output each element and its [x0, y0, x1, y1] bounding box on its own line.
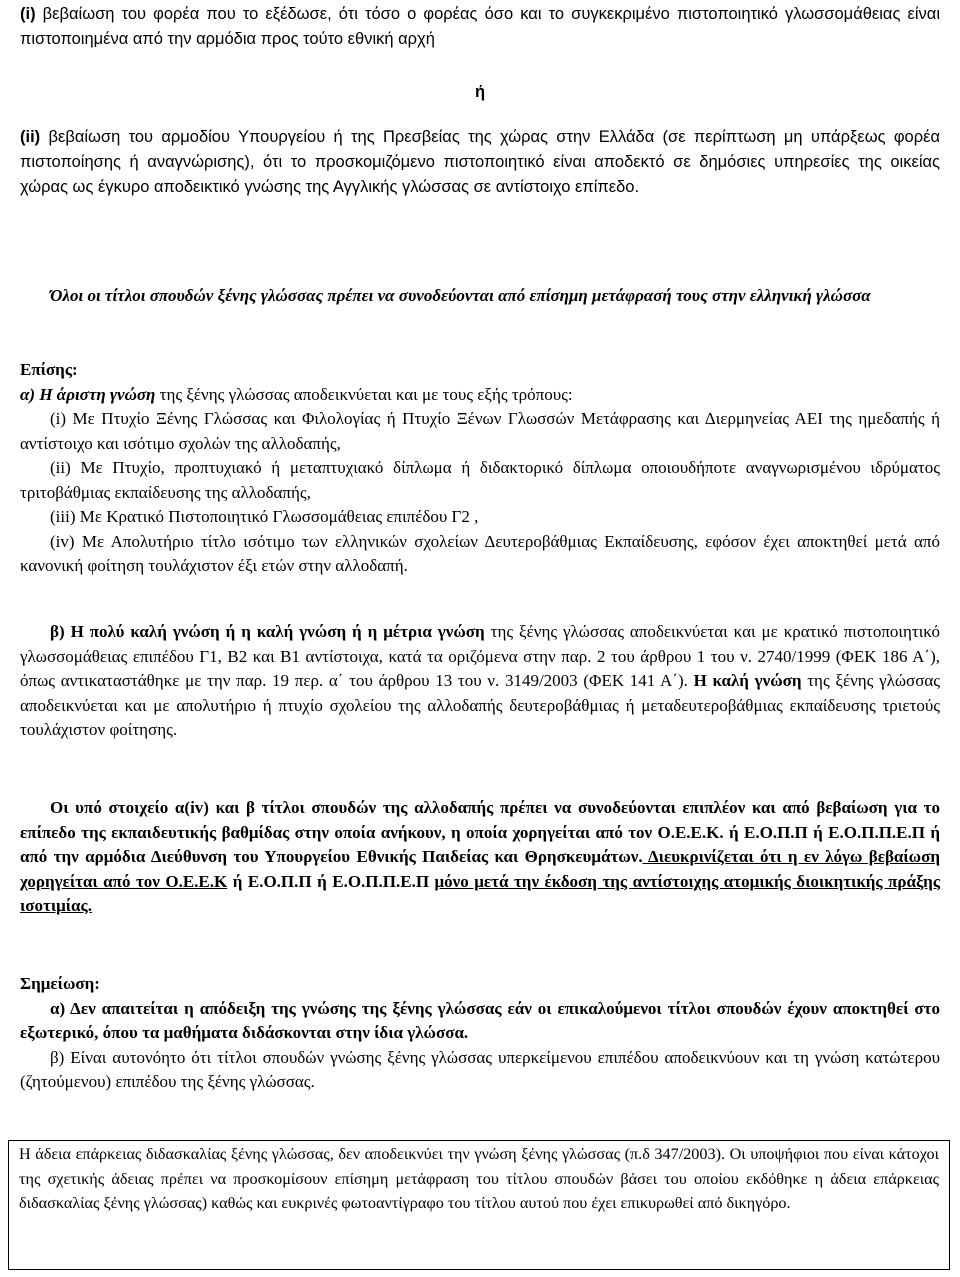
section-i-label: (i) [20, 5, 36, 23]
translation-note-text: Όλοι οι τίτλοι σπουδών ξένης γλώσσας πρέπει να συνοδεύονται από επίσημη μετάφρασή τους στην ελληνική γλώσσα [50, 286, 871, 305]
titles-note-middle: ή Ε.Ο.Π.Π ή Ε.Ο.Π.Π.Ε.Π [227, 871, 435, 891]
section-i [20, 2, 940, 52]
boxed-note-text: Η άδεια επάρκειας διδασκαλίας ξένης γλώσσας, δεν αποδεικνύει την γνώση ξένης γλώσσας (π.δ 347/2003). Οι υποψήφιοι που είναι κάτοχοι της σχετικής άδειας πρέπει να προσκομίσουν επίσημη μετάφραση του τίτλου σπουδών βάσει του οποίου εκδόθηκε η άδεια επάρκειας διδασκαλίας ξένης γλώσσας) καθώς και ευκρινές φωτοαντίγραφο του τίτλου αυτού που έχει επικυρωθεί από δικηγόρο. [19, 1145, 939, 1212]
titles-note-text: Οι υπό στοιχείο α(iv) και β τίτλοι σπουδών της αλλοδαπής πρέπει να συνοδεύονται επιπλέον και από βεβαίωση για το επίπεδο της εκπαιδευτικής βαθμίδας στην οποία ανήκουν, η οποία χορηγείται από τον Ο.Ε.Ε.Κ. ή Ε.Ο.Π.Π ή Ε.Ο.Π.Π.Ε.Π ή από την αρμόδια Διεύθυνση του Υπουργείου Εθνικής Παιδείας και Θρησκευμάτων. [20, 798, 940, 866]
titles-note [20, 796, 940, 919]
or-label: ή [474, 83, 486, 101]
note-a: α) Δεν απαιτείται η απόδειξη της γνώσης της ξένης γλώσσας εάν οι επικαλούμενοι τίτλοι σπουδών έχουν αποκτηθεί στο εξωτερικό, όπου τα μαθήματα διδάσκονται στην ίδια γλώσσα. [20, 998, 940, 1042]
section-ii-label: (ii) [20, 128, 41, 146]
note-b: β) Είναι αυτονόητο ότι τίτλοι σπουδών γνώσης ξένης γλώσσας υπερκείμενου επιπέδου αποδεικνύουν και τη γνώση κατώτερου (ζητούμενου) επιπέδου της ξένης γλώσσας. [20, 1047, 940, 1091]
beta-bold-1: β) Η πολύ καλή γνώση ή η καλή γνώση ή η μέτρια γνώση [50, 622, 485, 641]
beta-section [20, 620, 940, 743]
beta-text-2: της ξένης γλώσσας αποδεικνύεται και με απολυτήριο ή πτυχίο σχολείου της αλλοδαπής δευτεροβάθμιας ή μεταδευτεροβάθμιας εκπαίδευσης τριετούς τουλάχιστον φοίτησης. [20, 671, 940, 739]
also-heading: Επίσης: [20, 360, 78, 379]
also-item-iv: (iv) Με Απολυτήριο τίτλο ισότιμο των ελληνικών σχολείων Δευτεροβάθμιας Εκπαίδευσης, εφόσον έχει αποκτηθεί μετά από κανονική φοίτηση τουλάχιστον έξι ετών στην αλλοδαπή. [20, 531, 940, 575]
section-i-text: βεβαίωση του φορέα που το εξέδωσε, ότι τόσο ο φορέας όσο και το συγκεκριμένο πιστοποιητικό γλωσσομάθειας είναι πιστοποιημένα από την αρμόδια προς τούτο εθνική αρχή [20, 5, 940, 48]
also-item-iii: (iii) Με Κρατικό Πιστοποιητικό Γλωσσομάθειας επιπέδου Γ2 , [50, 507, 479, 526]
beta-text-1: της ξένης γλώσσας αποδεικνύεται και με κρατικό πιστοποιητικό γλωσσομάθειας επιπέδου Γ1, Β2 και Β1 αντίστοιχα, κατά τα οριζόμενα στην παρ. 2 του άρθρου 1 του ν. 2740/1999 (ΦΕΚ 186 Α΄), όπως αντικαταστάθηκε με την παρ. 19 περ. α΄ του άρθρου 13 του ν. 3149/2003 (ΦΕΚ 141 Α΄). [20, 622, 940, 690]
boxed-note [8, 1140, 950, 1270]
titles-note-underlined-1: Διευκρινίζεται ότι η εν λόγω βεβαίωση χορηγείται από τον Ο.Ε.Ε.Κ [20, 847, 940, 891]
note-section [20, 972, 940, 1095]
translation-note [20, 284, 940, 309]
also-item-ii: (ii) Με Πτυχίο, προπτυχιακό ή μεταπτυχιακό δίπλωμα ή διδακτορικό δίπλωμα οποιουδήποτε αναγνωρισμένου ιδρύματος τριτοβάθμιας εκπαίδευσης της αλλοδαπής, [20, 458, 940, 502]
titles-note-underlined-2: μόνο μετά την έκδοση της αντίστοιχης ατομικής διοικητικής πράξης ισοτιμίας. [20, 871, 940, 915]
excellent-knowledge-text: της ξένης γλώσσας αποδεικνύεται και με τους εξής τρόπους: [155, 384, 573, 404]
also-item-i: (i) Με Πτυχίο Ξένης Γλώσσας και Φιλολογίας ή Πτυχίο Ξένων Γλωσσών Μετάφρασης και Διερμηνείας ΑΕΙ της ημεδαπής ή αντίστοιχο και ισότιμο σχολών της αλλοδαπής, [20, 409, 940, 453]
excellent-knowledge-label: α) Η άριστη γνώση [20, 384, 156, 404]
note-heading: Σημείωση: [20, 974, 100, 993]
section-ii-text: βεβαίωση του αρμοδίου Υπουργείου ή της Πρεσβείας της χώρας στην Ελλάδα (σε περίπτωση μη υπάρξεως φορέα πιστοποίησης ή αναγνώρισης), ότι το προσκομιζόμενο πιστοποιητικό είναι αποδεκτό σε δημόσιες υπηρεσίες της οικείας χώρας ως έγκυρο αποδεικτικό γνώσης της Αγγλικής γλώσσας σε αντίστοιχο επίπεδο. [20, 128, 941, 196]
section-ii [20, 125, 940, 200]
or-separator [20, 80, 940, 105]
also-section [20, 358, 940, 579]
beta-bold-2: Η καλή γνώση [693, 671, 802, 690]
